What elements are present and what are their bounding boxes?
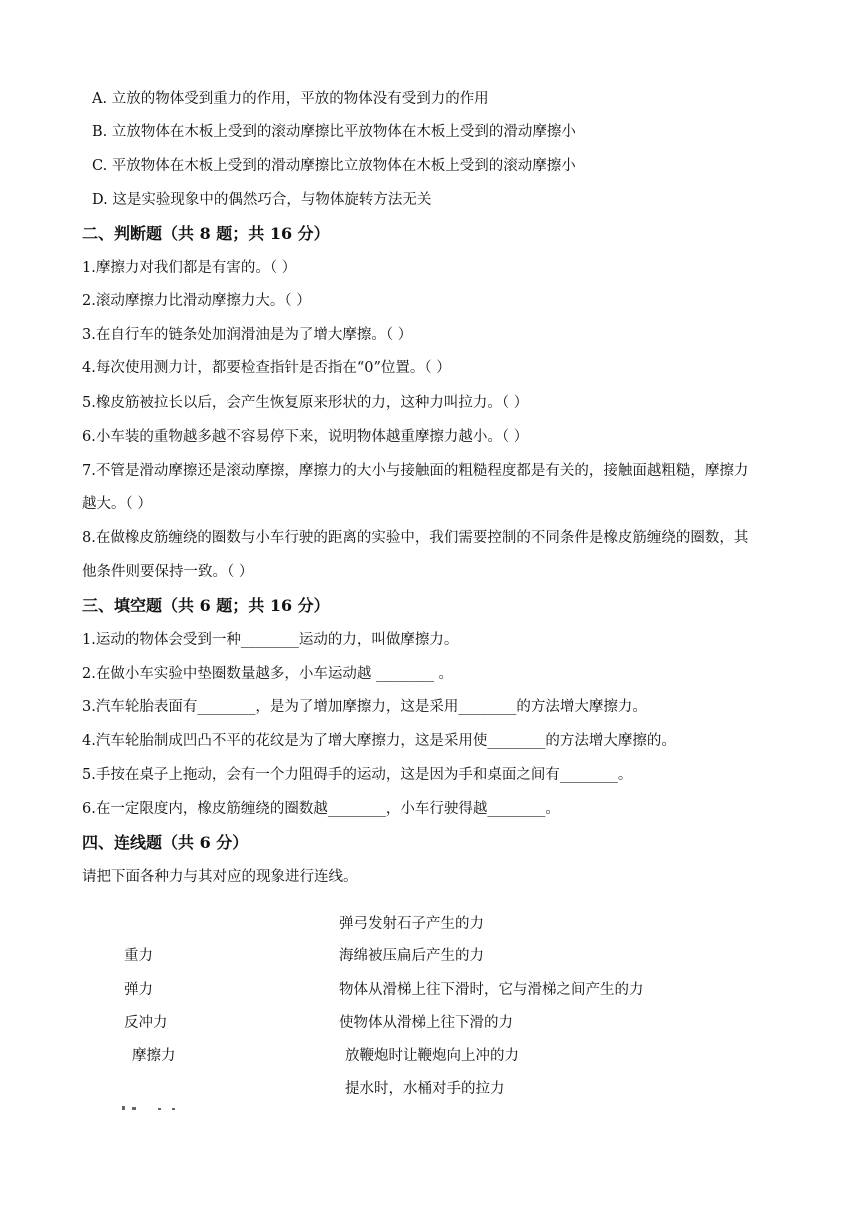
judge-item-3: 3.在自行车的链条处加润滑油是为了增大摩擦。（ ）: [82, 327, 413, 343]
force-friction: 摩擦力: [132, 1048, 176, 1064]
fill-item-4: 4.汽车轮胎制成凹凸不平的花纹是为了增大摩擦力，这是采用使________的方法增大摩擦的。: [82, 733, 676, 749]
judge-item-8-line-2: 他条件则要保持一致。（ ）: [82, 564, 254, 580]
judge-item-8-line-1: 8.在做橡皮筋缠绕的圈数与小车行驶的距离的实验中，我们需要控制的不同条件是橡皮筋缠绕的圈数，其: [82, 530, 749, 546]
force-elastic: 弹力: [124, 982, 153, 998]
phenomenon-6: 提水时，水桶对手的拉力: [345, 1081, 505, 1097]
judge-item-4: 4.每次使用测力计，都要检查指针是否指在“0”位置。（ ）: [82, 360, 451, 376]
force-recoil: 反冲力: [124, 1015, 168, 1031]
section-4-heading: 四、连线题（共 6 分）: [82, 833, 249, 852]
phenomenon-4: 使物体从滑梯上往下滑的力: [339, 1015, 513, 1031]
phenomenon-3: 物体从滑梯上往下滑时，它与滑梯之间产生的力: [339, 982, 644, 998]
judge-item-1: 1.摩擦力对我们都是有害的。（ ）: [82, 260, 297, 276]
section-2-heading: 二、判断题（共 8 题；共 16 分）: [82, 224, 330, 243]
fill-item-1: 1.运动的物体会受到一种________运动的力，叫做摩擦力。: [82, 632, 459, 648]
force-gravity: 重力: [124, 948, 153, 964]
judge-item-7-line-2: 越大。（ ）: [82, 496, 152, 512]
choice-option-d: D. 这是实验现象中的偶然巧合，与物体旋转方法无关: [92, 192, 432, 208]
judge-item-6: 6.小车装的重物越多越不容易停下来，说明物体越重摩擦力越小。（ ）: [82, 429, 529, 445]
choice-option-c: C. 平放物体在木板上受到的滑动摩擦比立放物体在木板上受到的滚动摩擦小: [92, 158, 576, 174]
section-3-heading: 三、填空题（共 6 题；共 16 分）: [82, 596, 330, 615]
phenomenon-2: 海绵被压扁后产生的力: [339, 948, 484, 964]
judge-item-7-line-1: 7.不管是滑动摩擦还是滚动摩擦，摩擦力的大小与接触面的粗糙程度都是有关的，接触面越粗糙，摩擦力: [82, 463, 749, 479]
fill-item-3: 3.汽车轮胎表面有________，是为了增加摩擦力，这是采用________的方法增大摩擦力。: [82, 699, 647, 715]
phenomenon-5: 放鞭炮时让鞭炮向上冲的力: [345, 1048, 519, 1064]
phenomenon-1: 弹弓发射石子产生的力: [339, 916, 484, 932]
cutoff-marks-icon: [118, 1102, 178, 1110]
fill-item-2: 2.在做小车实验中垫圈数量越多，小车运动越 ________ 。: [82, 666, 454, 682]
cutoff-line-fragment: [118, 1100, 178, 1110]
fill-item-5: 5.手按在桌子上拖动，会有一个力阻碍手的运动，这是因为手和桌面之间有________。: [82, 767, 633, 783]
choice-option-a: A. 立放的物体受到重力的作用，平放的物体没有受到力的作用: [92, 91, 489, 107]
fill-item-6: 6.在一定限度内，橡皮筋缠绕的圈数越________，小车行驶得越________。: [82, 801, 560, 817]
judge-item-2: 2.滚动摩擦力比滑动摩擦力大。（ ）: [82, 293, 311, 309]
judge-item-5: 5.橡皮筋被拉长以后，会产生恢复原来形状的力，这种力叫拉力。（ ）: [82, 395, 529, 411]
choice-option-b: B. 立放物体在木板上受到的滚动摩擦比平放物体在木板上受到的滑动摩擦小: [92, 124, 576, 140]
matching-instruction: 请把下面各种力与其对应的现象进行连线。: [82, 869, 358, 885]
